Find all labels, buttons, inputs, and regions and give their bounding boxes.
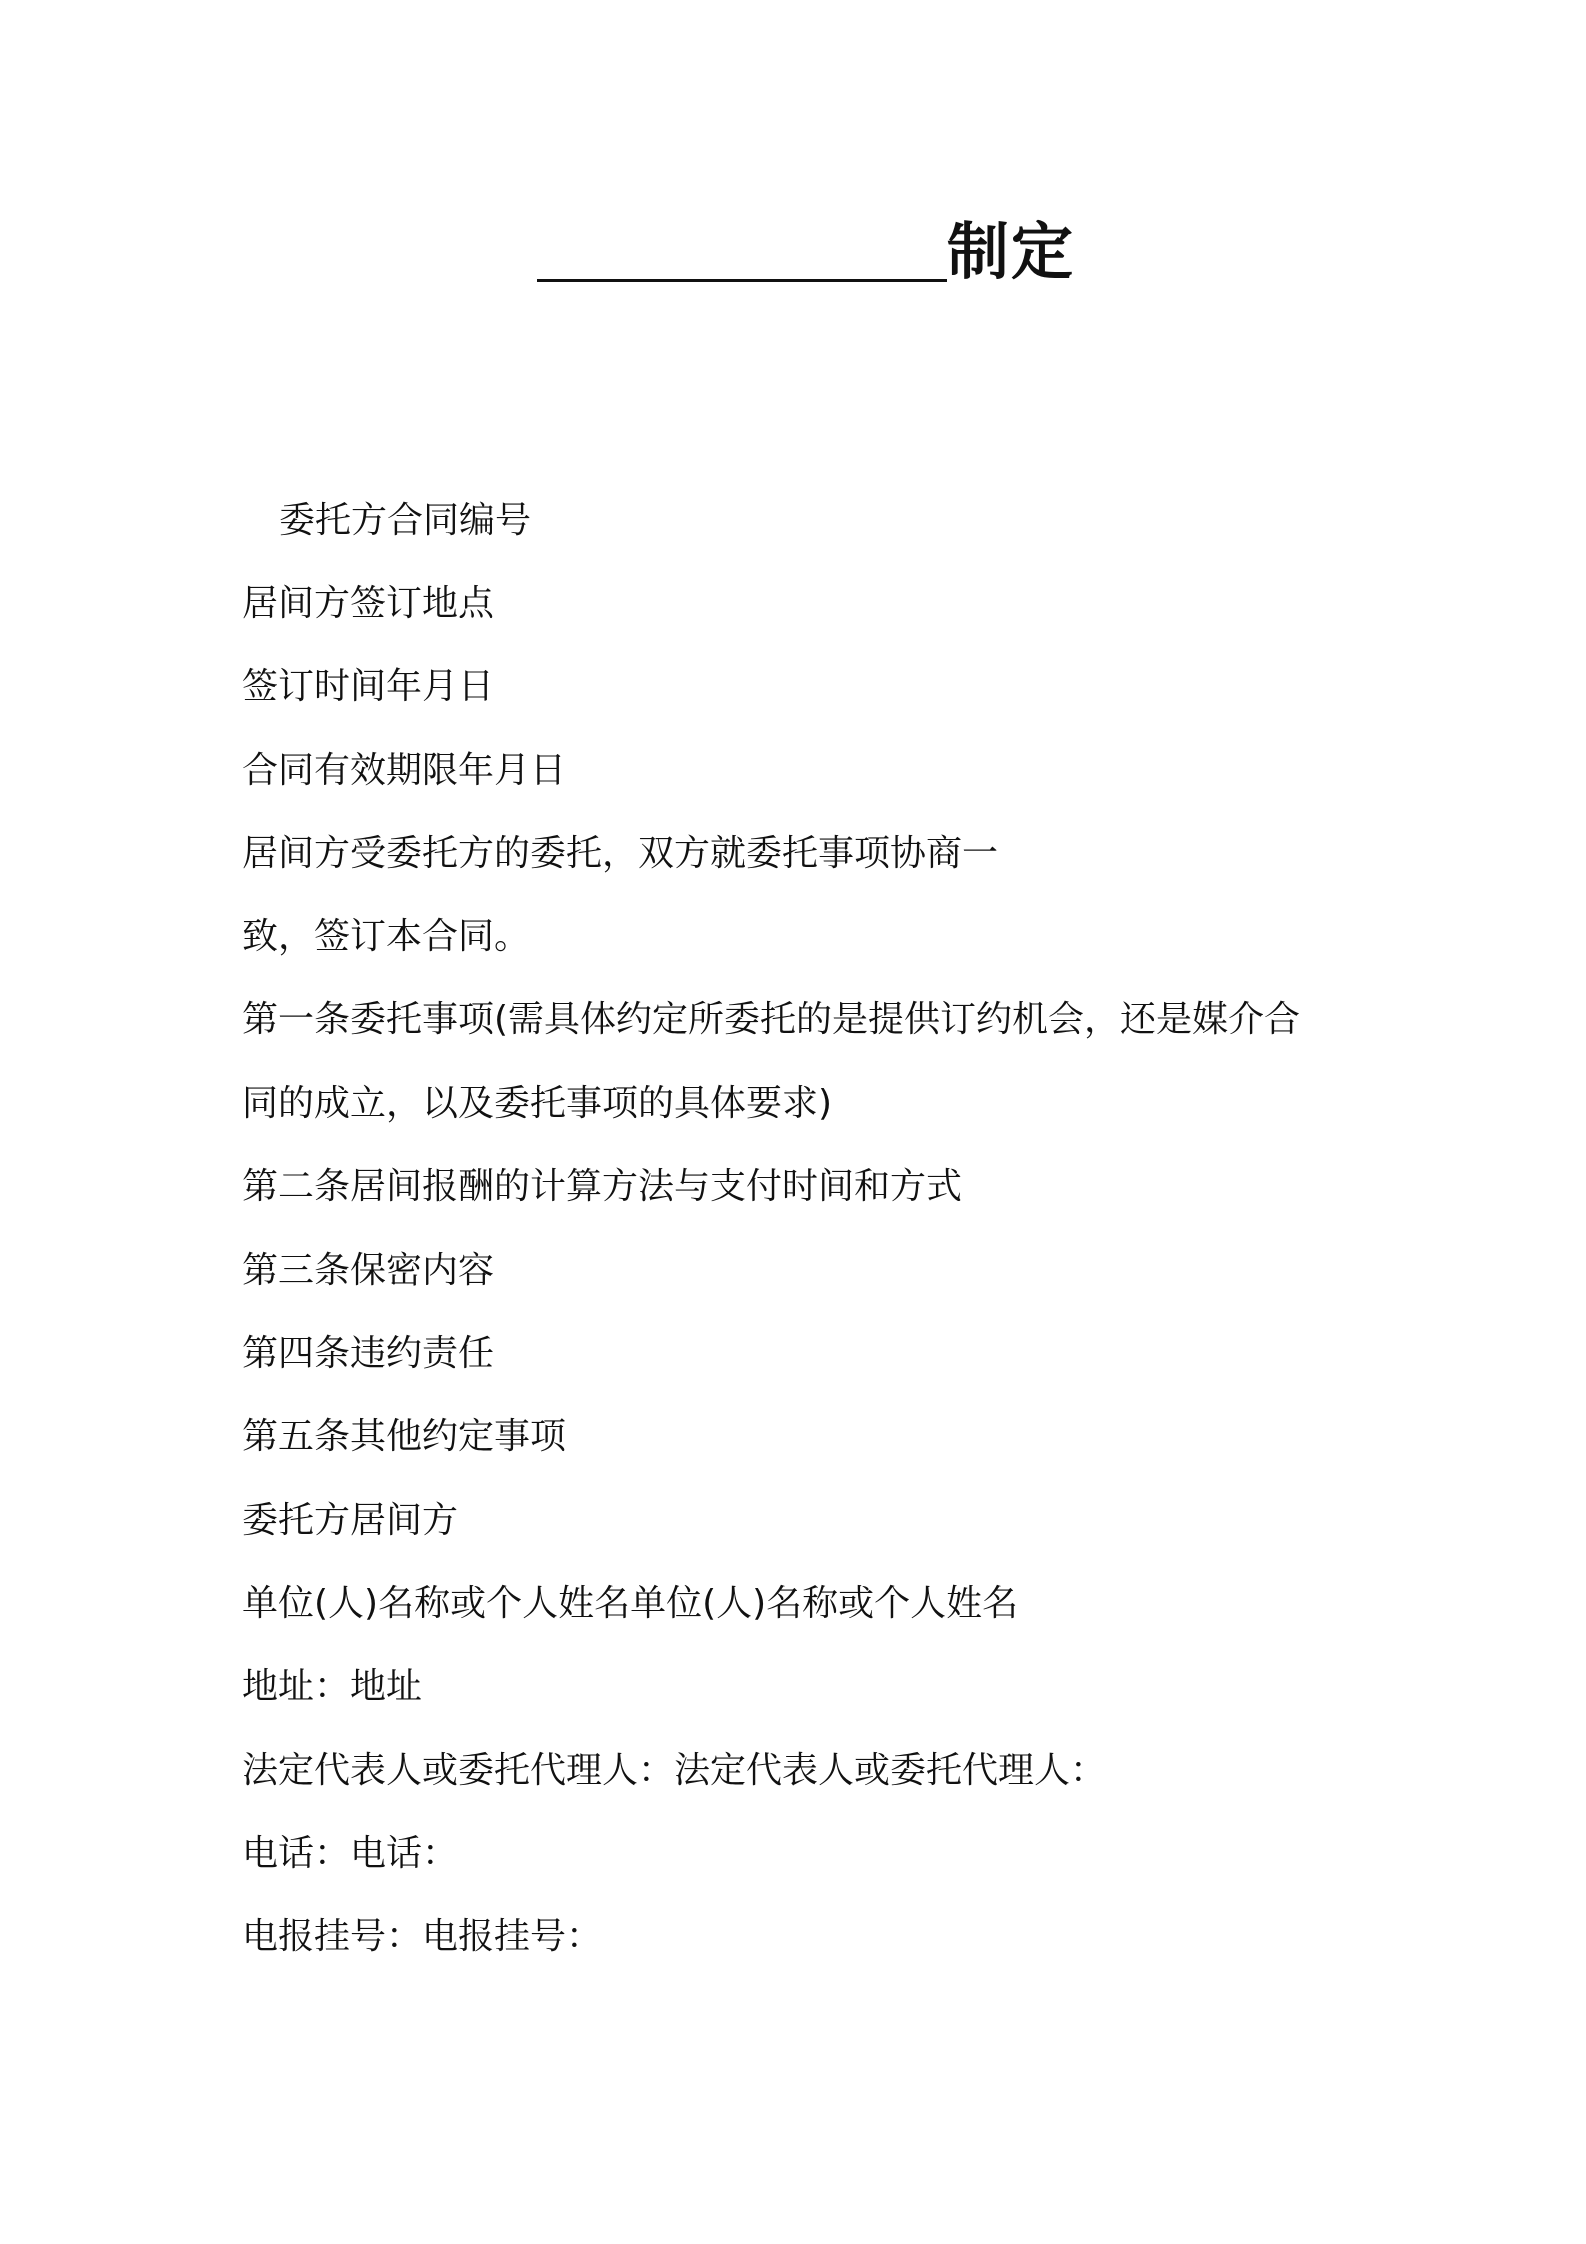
line-article-5: 第五条其他约定事项 <box>242 1416 567 1457</box>
line-article-3: 第三条保密内容 <box>242 1250 495 1291</box>
line-broker-signing-place: 居间方签订地点 <box>242 583 495 624</box>
line-article-1-part-1: 第一条委托事项(需具体约定所委托的是提供订约机会，还是媒介合 <box>242 999 1301 1040</box>
line-article-2: 第二条居间报酬的计算方法与支付时间和方式 <box>242 1166 963 1207</box>
line-party-names: 单位(人)名称或个人姓名单位(人)名称或个人姓名 <box>242 1583 1019 1624</box>
line-preamble-2: 致，签订本合同。 <box>242 916 531 957</box>
line-signing-date: 签订时间年月日 <box>242 666 495 707</box>
line-client-contract-number: 委托方合同编号 <box>279 500 532 541</box>
line-article-1-part-2: 同的成立，以及委托事项的具体要求) <box>242 1083 833 1124</box>
line-phone: 电话：电话： <box>242 1833 459 1874</box>
line-legal-representative: 法定代表人或委托代理人：法定代表人或委托代理人： <box>242 1750 1107 1791</box>
title-suffix: 制定 <box>947 215 1076 288</box>
document-title <box>537 212 1075 292</box>
title-blank-line <box>537 213 947 282</box>
line-validity-period: 合同有效期限年月日 <box>242 750 567 791</box>
line-address: 地址：地址 <box>242 1666 423 1707</box>
line-article-4: 第四条违约责任 <box>242 1333 495 1374</box>
line-telegraph: 电报挂号：电报挂号： <box>242 1916 603 1957</box>
line-preamble-1: 居间方受委托方的委托，双方就委托事项协商一 <box>242 833 999 874</box>
line-parties: 委托方居间方 <box>242 1500 459 1541</box>
